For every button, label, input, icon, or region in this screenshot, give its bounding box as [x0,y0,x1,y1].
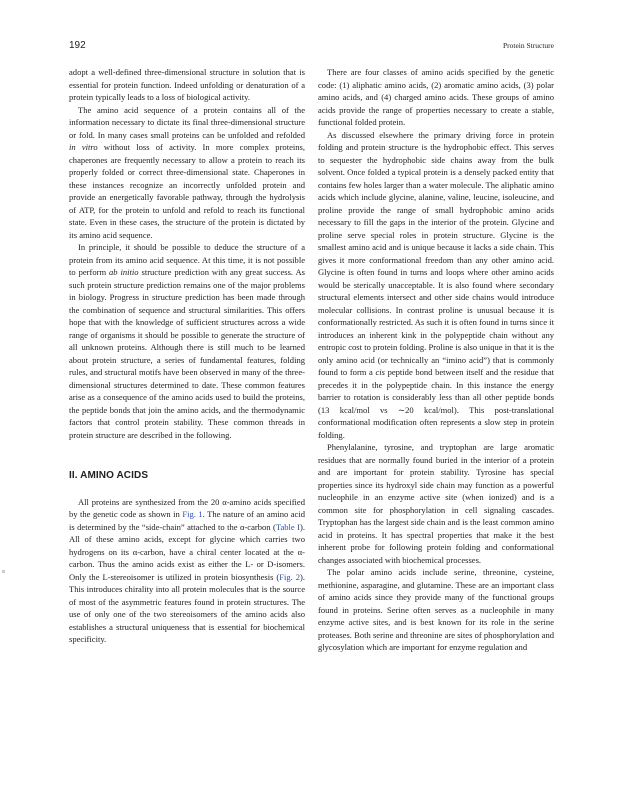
paragraph: As discussed elsewhere the primary driving force in protein folding and protein structure is the hydrophobic effect. This serves to sequester the hydrophobic side chains away from the bulk solvent. Once folded a typical protein is a densely packed entity that contains few holes larger than a water molecule. The aliphatic amino acids which include glycine, alanine, valine, leucine, isoleucine, and proline provide the range of small hydrophobic amino acids necessary to fill the gaps in the interior of the protein. Glycine and proline serve special roles in protein structure. Glycine is the smallest amino acid and is unique because it lacks a side chain. This gives it more conformational freedom than any other amino acid. Glycine is often found in turns and loops where other amino acids would be sterically unacceptable. It is also found where secondary structural elements intersect and other side chains would introduce molecular collisions. In contrast proline is unusual because it is conformationally restricted. As such it is often found in turns since it introduces an inherent kink in the polypeptide chain without any entropic cost to protein folding. Proline is also unique in that it is the only amino acid (or technically an “imino acid”) that is commonly found to form a cis peptide bond between itself and the residue that precedes it in the polypeptide chain. In this instance the energy barrier to rotation is considerably less than all other peptide bonds (13 kcal/mol vs ∼20 kcal/mol). This post-translational conformational modification often represents a slow step in protein folding. [318,129,554,440]
paragraph: All proteins are synthesized from the 20 α-amino acids specified by the genetic code as shown in Fig. 1. The nature of an amino acid is determined by the “side-chain” attached to the α-carbon (Table I). All of these amino acids, except for glycine which carries two hydrogens on its α-carbon, have a chiral center located at the α-carbon. Thus the amino acids exist as either the L- or D-isomers. Only the L-stereoisomer is utilized in protein biosynthesis (Fig. 2). This introduces chirality into all protein molecules that is the source of most of the asymmetric features found in protein structures. The use of only one of the two stereoisomers of the amino acids also establishes a structural uniqueness that is essential for biochemical specificity. [69,496,305,644]
running-title: Protein Structure [502,41,554,50]
paragraph: The polar amino acids include serine, threonine, cysteine, methionine, asparagine, and glutamine. These are an important class of amino acids since they provide many of the functional groups found in proteins. Serine often serves as a nucleophile in many enzyme active sites, and is best known for its role in the serine proteases. Both serine and threonine are sites of phosphorylation and glycosylation which are important for enzyme regulation and [318,567,554,652]
left-column [69,66,305,646]
paragraph: There are four classes of amino acids specified by the genetic code: (1) aliphatic amino acids, (2) aromatic amino acids, (3) polar amino acids, and (4) charged amino acids. These groups of amino acids provide the range of properties necessary to create a stable, functional folded protein. [318,67,554,127]
paragraph: The amino acid sequence of a protein contains all of the information necessary to dictate its final three-dimensional structure or fold. In many cases small proteins can be unfolded and refolded in vitro without loss of activity. In more complex proteins, chaperones are frequently necessary to allow a protein to reach its properly folded or correct three-dimensional state. Chaperones in these instances recognize an incorrectly unfolded protein and provide an energetically favorable pathway, through the hydrolysis of ATP, for the protein to unfold and refold to reach its functional state. Even in these cases, the structure of the protein is dictated by its amino acid sequence. [69,104,305,240]
paragraph: adopt a well-defined three-dimensional structure in solution that is essential for protein function. Indeed unfolding or denaturation of a protein typically leads to a loss of biological activity. [69,67,305,102]
figure-1-link[interactable]: Fig. 1 [182,509,203,519]
page-number: 192 [69,40,86,51]
table-1-link[interactable]: Table I [275,521,301,532]
page-header [69,40,554,54]
scan-mark [2,570,5,573]
italic-term: in vitro [69,142,98,152]
section-heading: II. AMINO ACIDS [69,470,149,481]
right-column [318,66,554,654]
paragraph: Phenylalanine, tyrosine, and tryptophan are large aromatic residues that are normally found buried in the interior of a protein and are important for protein stability. Tyrosine has special properties since its hydroxyl side chain may function as a powerful nucleophile in an enzyme active site (when ionized) and is a common site for phosphorylation in cell signaling cascades. Tryptophan has the largest side chain and is the least common amino acid in proteins. It has spectral properties that make it the best inherent probe for following protein folding and conformational changes associated with biochemical processes. [318,442,554,565]
figure-2-link[interactable]: Fig. 2 [279,571,301,582]
paragraph: In principle, it should be possible to deduce the structure of a protein from its amino acid sequence. At this time, it is not possible to perform ab initio structure prediction with any great success. As such protein structure prediction remains one of the major problems in biology. Progress in structure prediction has been made through the combination of sequence and structural similarities. This offers hope that with the knowledge of sufficient structures across a wide range of organisms it should be possible to generate the structure of all unknown proteins. Although there is still much to be learned about protein structure, a series of fundamental features, folding rules, and structural motifs have been observed in many of the three-dimensional structures determined to date. These common features arise as a consequence of the amino acids used to build the proteins, the peptide bonds that join the amino acids, and the thermodynamic factors that control protein stability. These common threads in protein structure are described in the following. [69,242,306,440]
italic-term: cis [375,367,385,377]
italic-term: ab initio [109,267,139,277]
